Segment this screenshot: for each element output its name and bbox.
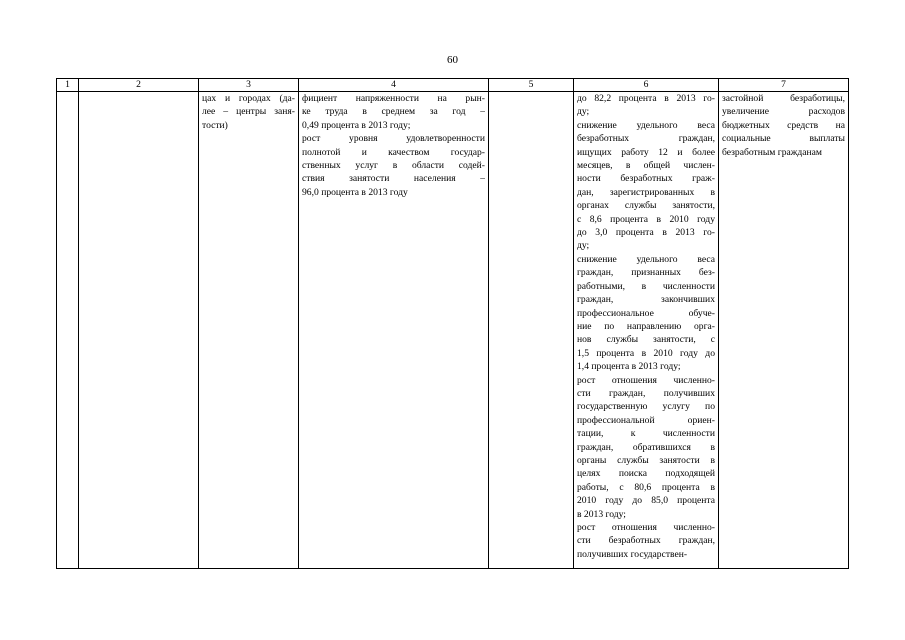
text-line: полнотой и качеством государ- bbox=[302, 146, 485, 158]
text-line: дан, зарегистрированных в bbox=[577, 186, 715, 198]
text-line: 96,0 процента в 2013 году bbox=[302, 186, 408, 198]
text-line: бюджетных средств на bbox=[722, 119, 845, 131]
text-line: цах и городах (да- bbox=[202, 93, 295, 104]
text-line: ищущих работу 12 и более bbox=[577, 146, 715, 158]
text-line: рост уровня удовлетворенности bbox=[302, 133, 485, 145]
page-number: 60 bbox=[447, 54, 458, 66]
text-line: профессиональное обуче- bbox=[577, 307, 715, 319]
text-line: нов службы занятости, с bbox=[577, 334, 715, 346]
cell-col7 bbox=[719, 92, 849, 569]
text-line: в 2013 году; bbox=[577, 508, 626, 520]
cell-col3 bbox=[199, 92, 299, 569]
text-line: органах службы занятости, bbox=[577, 200, 715, 212]
text-line: работными, в численности bbox=[577, 280, 715, 292]
text-line: 1,5 процента в 2010 году до bbox=[577, 347, 715, 359]
text-line: безработным гражданам bbox=[722, 146, 822, 158]
text-line: органы службы занятости в bbox=[577, 454, 715, 466]
text-line: ственных услуг в области содей- bbox=[302, 160, 485, 172]
column-number: 5 bbox=[489, 79, 574, 92]
text-line: снижение удельного веса bbox=[577, 119, 715, 131]
cell-col1 bbox=[57, 92, 79, 569]
text-line: сти безработных граждан, bbox=[577, 535, 715, 547]
column-number-row bbox=[57, 79, 849, 92]
column-number: 4 bbox=[299, 79, 489, 92]
text-line: тости) bbox=[202, 119, 228, 131]
text-line: ствия занятости населения – bbox=[302, 173, 485, 185]
text-line: целях поиска подходящей bbox=[577, 468, 715, 480]
text-line: ке труда в среднем за год – bbox=[302, 106, 485, 118]
text-line: сти граждан, получивших bbox=[577, 387, 715, 399]
text-line: профессиональной ориен- bbox=[577, 414, 715, 426]
text-line: государственную услугу по bbox=[577, 401, 715, 413]
text-line: безработных граждан, bbox=[577, 133, 715, 145]
text-line: 1,4 процента в 2013 году; bbox=[577, 361, 681, 373]
text-line: застойной безработицы, bbox=[722, 93, 845, 104]
text-line: работы, с 80,6 процента в bbox=[577, 481, 715, 493]
text-line: граждан, закончивших bbox=[577, 294, 715, 306]
column-number: 2 bbox=[79, 79, 199, 92]
text-line: снижение удельного веса bbox=[577, 253, 715, 265]
text-line: 0,49 процента в 2013 году; bbox=[302, 119, 411, 131]
text-line: рост отношения численно- bbox=[577, 522, 715, 533]
column-number: 7 bbox=[719, 79, 849, 92]
document-table bbox=[56, 78, 849, 569]
column-number: 3 bbox=[199, 79, 299, 92]
column-number: 1 bbox=[57, 79, 79, 92]
text-line: до 82,2 процента в 2013 го- bbox=[577, 93, 715, 104]
text-line: граждан, обратившихся в bbox=[577, 441, 715, 453]
text-line: увеличение расходов bbox=[722, 106, 845, 118]
cell-col2 bbox=[79, 92, 199, 569]
text-line: месяцев, в общей числен- bbox=[577, 160, 715, 172]
cell-col5 bbox=[489, 92, 574, 569]
cell-col4 bbox=[299, 92, 489, 569]
text-line: граждан, признанных без- bbox=[577, 267, 715, 279]
text-line: фициент напряженности на рын- bbox=[302, 93, 485, 104]
text-line: с 8,6 процента в 2010 году bbox=[577, 213, 715, 225]
text-line: получивших государствен- bbox=[577, 548, 688, 560]
text-line: социальные выплаты bbox=[722, 133, 845, 145]
text-line: до 3,0 процента в 2013 го- bbox=[577, 227, 715, 239]
text-line: лее – центры заня- bbox=[202, 106, 295, 118]
text-line: тации, к численности bbox=[577, 428, 715, 440]
cell-col6 bbox=[574, 92, 719, 569]
text-line: ду; bbox=[577, 106, 590, 118]
column-number: 6 bbox=[574, 79, 719, 92]
text-line: рост отношения численно- bbox=[577, 374, 715, 386]
content-row bbox=[57, 92, 849, 569]
text-line: 2010 году до 85,0 процента bbox=[577, 495, 715, 507]
text-line: ние по направлению орга- bbox=[577, 320, 715, 332]
text-line: ности безработных граж- bbox=[577, 173, 715, 185]
text-line: ду; bbox=[577, 240, 590, 252]
